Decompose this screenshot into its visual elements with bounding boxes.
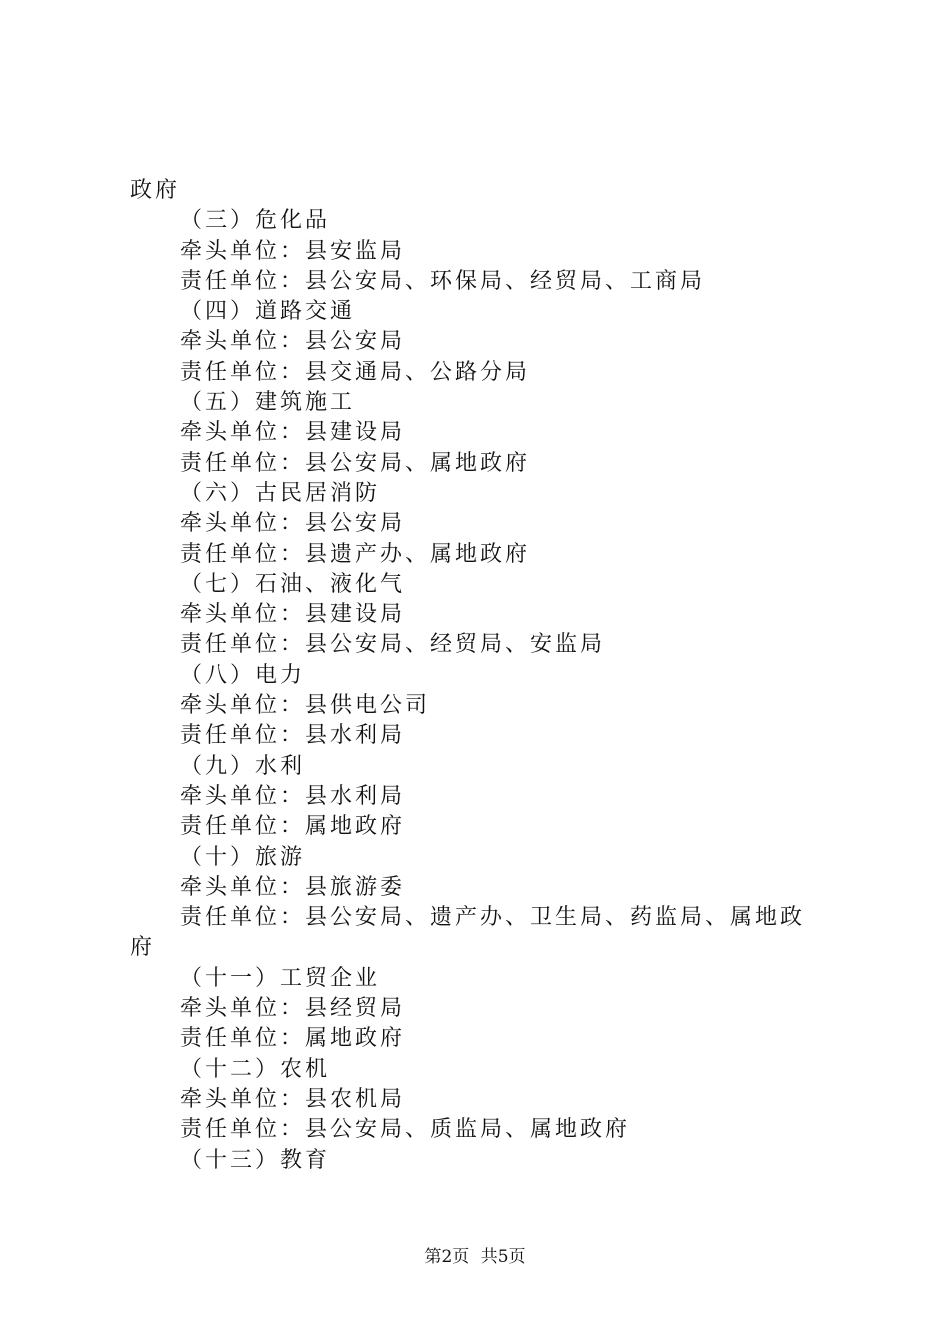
text-line: 牵头单位：县经贸局 <box>180 996 406 1022</box>
document-body <box>130 176 835 1176</box>
text-line: 责任单位：属地政府 <box>180 1026 406 1052</box>
page-total: 共5页 <box>480 1247 526 1267</box>
text-line: （八）电力 <box>180 662 306 688</box>
text-line: （十一）工贸企业 <box>180 965 381 991</box>
text-line: 牵头单位：县旅游委 <box>180 874 406 900</box>
text-line: 府 <box>130 935 156 961</box>
text-line: 责任单位：县公安局、质监局、属地政府 <box>180 1117 631 1143</box>
text-line: 责任单位：县公安局、属地政府 <box>180 450 531 476</box>
page-footer <box>0 1242 950 1267</box>
text-line: 责任单位：属地政府 <box>180 814 406 840</box>
text-line: 责任单位：县公安局、遗产办、卫生局、药监局、属地政 <box>180 905 806 931</box>
text-line: 牵头单位：县建设局 <box>180 420 406 446</box>
text-line: 牵头单位：县公安局 <box>180 511 406 537</box>
text-line: 牵头单位：县公安局 <box>180 329 406 355</box>
page-number: 第2页 <box>424 1247 470 1267</box>
text-line: （十）旅游 <box>180 844 306 870</box>
text-line: （三）危化品 <box>180 208 331 234</box>
text-line: （五）建筑施工 <box>180 390 356 416</box>
text-line: 牵头单位：县水利局 <box>180 783 406 809</box>
text-line: 牵头单位：县安监局 <box>180 238 406 264</box>
text-line: 牵头单位：县建设局 <box>180 602 406 628</box>
text-line: 责任单位：县公安局、经贸局、安监局 <box>180 632 606 658</box>
text-line: （七）石油、液化气 <box>180 571 406 597</box>
text-line: （六）古民居消防 <box>180 480 381 506</box>
text-line: （四）道路交通 <box>180 299 356 325</box>
text-line: 责任单位：县公安局、环保局、经贸局、工商局 <box>180 268 706 294</box>
text-line: 责任单位：县水利局 <box>180 723 406 749</box>
text-line: （九）水利 <box>180 753 306 779</box>
text-line: （十二）农机 <box>180 1056 331 1082</box>
text-line: 政府 <box>130 178 181 203</box>
text-line: 牵头单位：县农机局 <box>180 1086 406 1112</box>
text-line: （十三）教育 <box>180 1147 331 1173</box>
text-line: 牵头单位：县供电公司 <box>180 693 431 719</box>
text-line: 责任单位：县交通局、公路分局 <box>180 359 531 385</box>
text-line: 责任单位：县遗产办、属地政府 <box>180 541 531 567</box>
